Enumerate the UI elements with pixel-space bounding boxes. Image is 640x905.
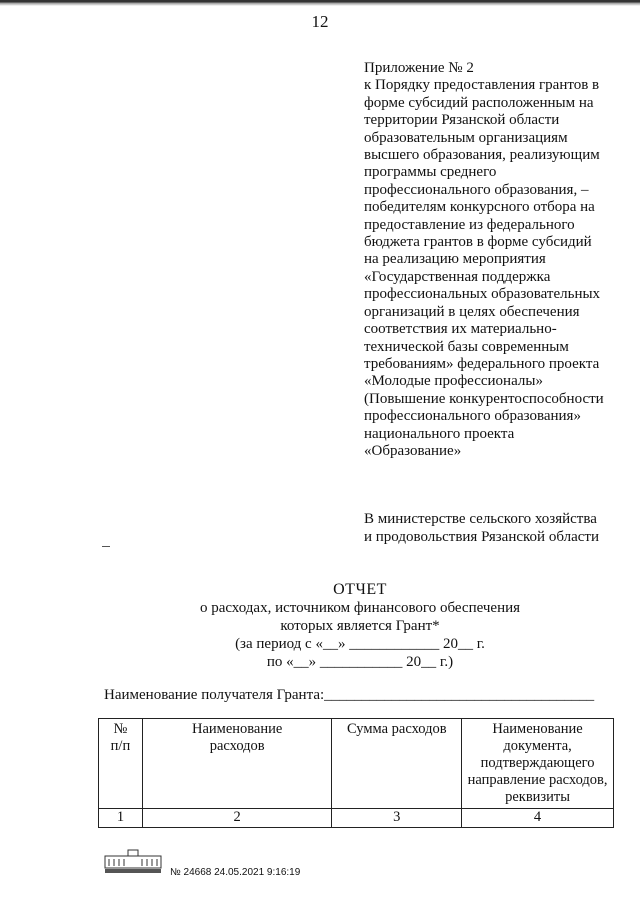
grantee-label: Наименование получателя Гранта:____________________________________ xyxy=(104,687,595,703)
table-header-cell xyxy=(332,719,462,809)
header-text: реквизиты xyxy=(505,789,570,805)
text-line: образовательным организациям xyxy=(364,129,568,146)
header-text: направление расходов, xyxy=(467,772,608,788)
text-line: профессиональных образовательных xyxy=(364,286,601,303)
scan-mark xyxy=(102,546,110,547)
header-text: Наименование xyxy=(191,721,283,737)
column-number-cell: 4 xyxy=(462,809,614,828)
text-line: «Образование» xyxy=(364,442,462,459)
page-number: 12 xyxy=(311,12,329,31)
column-number-cell: 2 xyxy=(142,809,332,828)
text-line: победителям конкурсного отбора на xyxy=(364,199,595,216)
text-line: территории Рязанской области xyxy=(364,112,560,129)
text-line: В министерстве сельского хозяйства xyxy=(364,511,597,527)
report-line: (за период с «__» ____________ 20__ г. xyxy=(235,636,485,652)
header-text: № xyxy=(113,721,128,737)
table-header-row xyxy=(99,719,614,809)
header-text: п/п xyxy=(110,738,131,754)
text-line: национального проекта xyxy=(364,425,515,442)
text-line: и продовольствия Рязанской области xyxy=(364,529,599,545)
header-text: подтверждающего xyxy=(480,755,595,771)
text-line: «Государственная поддержка xyxy=(364,268,551,285)
text-line: организаций в целях обеспечения xyxy=(364,303,580,320)
text-line: на реализацию мероприятия xyxy=(364,251,546,268)
report-heading xyxy=(100,581,620,671)
text-line: профессионального образования» xyxy=(364,408,581,425)
header-text: Сумма расходов xyxy=(346,721,447,737)
table-header-cell xyxy=(142,719,332,809)
table-number-row xyxy=(99,809,614,828)
table-header-cell xyxy=(99,719,143,809)
text-line: предоставление из федерального xyxy=(364,216,575,233)
text-line: высшего образования, реализующим xyxy=(364,147,600,164)
report-line: которых является Грант* xyxy=(280,618,440,634)
text-line: бюджета грантов в форме субсидий xyxy=(364,234,592,251)
text-line: программы среднего xyxy=(364,164,497,181)
column-number-cell: 3 xyxy=(332,809,462,828)
text-line: (Повышение конкурентоспособности xyxy=(364,390,604,407)
report-line: по «__» ___________ 20__ г.) xyxy=(266,654,454,670)
header-text: Наименование xyxy=(492,721,583,737)
text-line: форме субсидий расположенным на xyxy=(364,94,594,111)
text-line: к Порядку предоставления грантов в xyxy=(364,77,600,94)
registration-number: № 24668 24.05.2021 9:16:19 xyxy=(170,867,301,878)
scan-top-edge xyxy=(0,0,640,6)
registry-stamp-icon xyxy=(104,848,162,874)
text-line: требованиям» федерального проекта xyxy=(364,355,600,372)
header-text: документа, xyxy=(503,738,572,754)
text-line: технической базы современным xyxy=(364,338,569,355)
table-header-cell xyxy=(462,719,614,809)
text-line: Приложение № 2 xyxy=(364,60,474,76)
report-title: ОТЧЕТ xyxy=(333,581,387,598)
appendix-block xyxy=(364,60,614,460)
header-text: расходов xyxy=(209,738,265,754)
report-line: о расходах, источником финансового обеспечения xyxy=(199,600,521,616)
expenses-table xyxy=(98,718,614,828)
column-number-cell: 1 xyxy=(99,809,143,828)
text-line: «Молодые профессионалы» xyxy=(364,373,543,390)
text-line: профессионального образования, – xyxy=(364,181,589,198)
recipient-block xyxy=(364,510,624,546)
text-line: соответствия их материально- xyxy=(364,321,557,338)
